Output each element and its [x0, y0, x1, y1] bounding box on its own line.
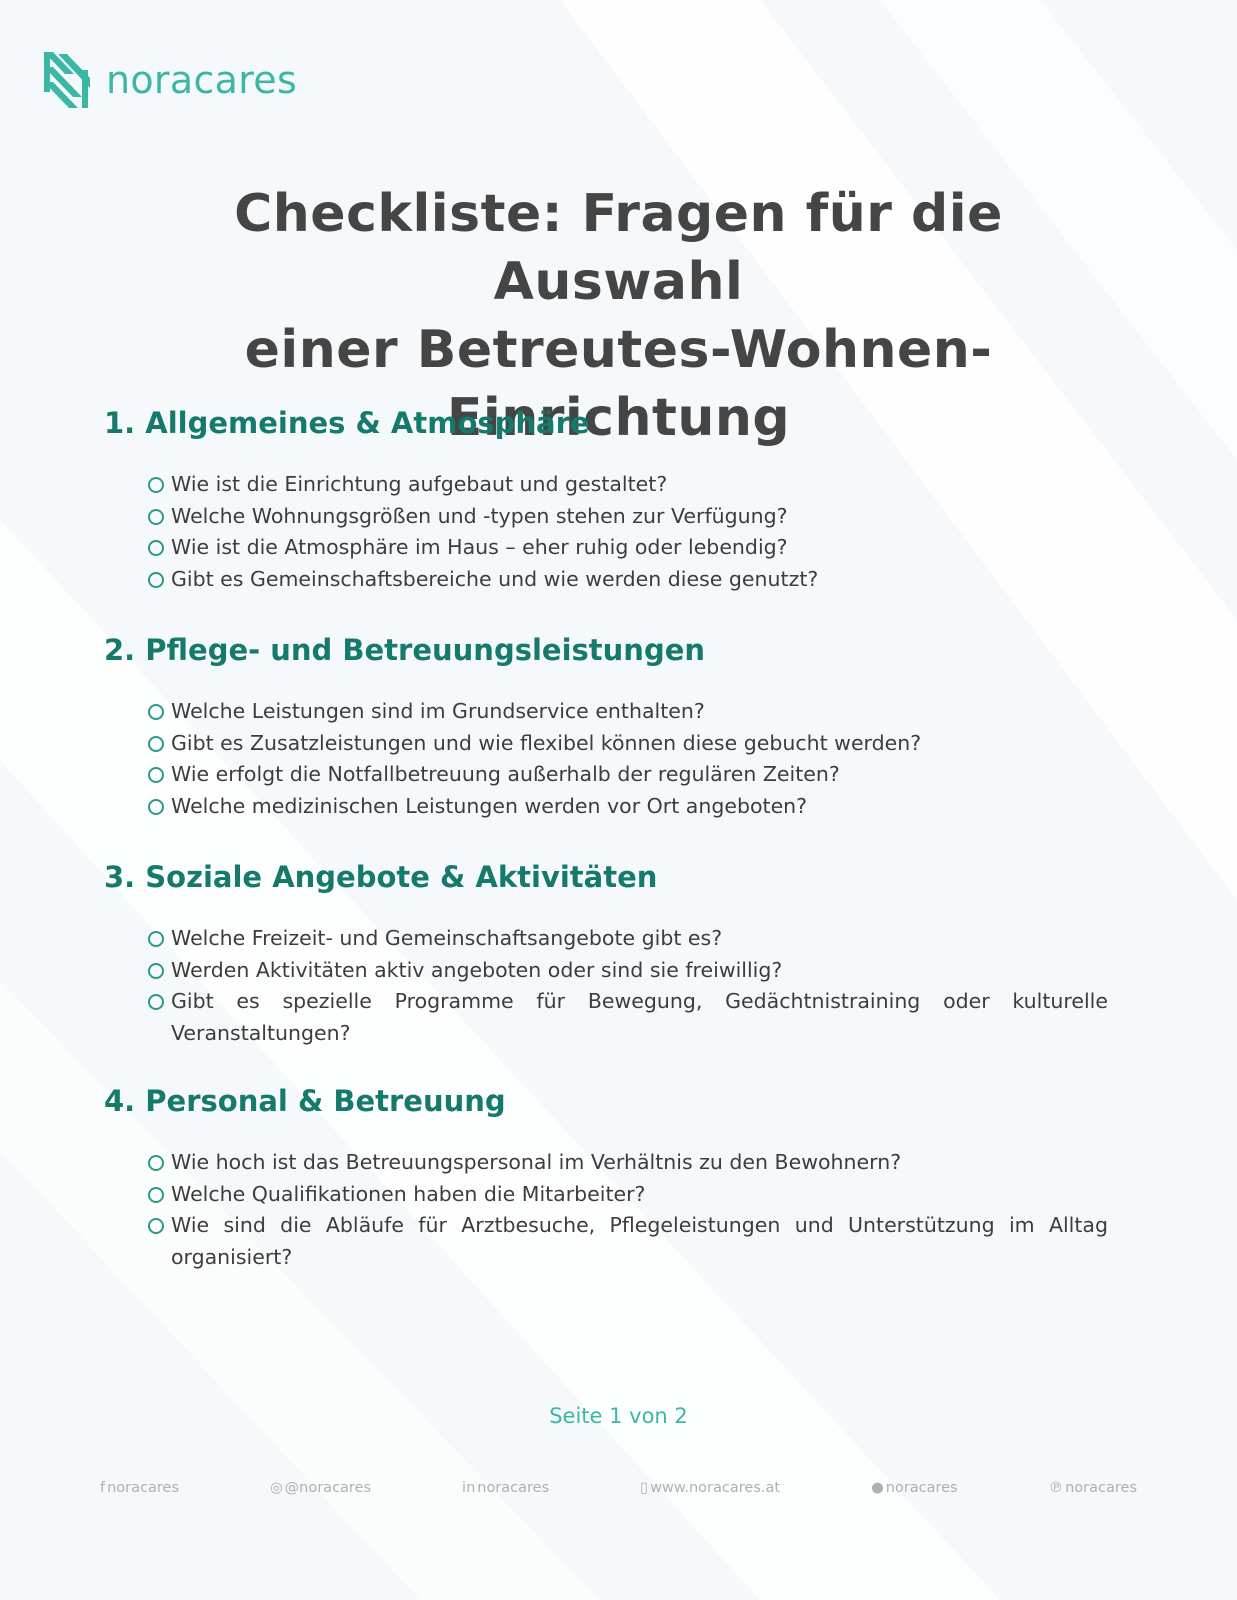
circle-bullet-icon	[148, 477, 164, 493]
checklist	[148, 696, 1108, 822]
footer-pinterest-link[interactable]	[1049, 1480, 1137, 1496]
checklist-item-text: Gibt es Zusatzleistungen und wie flexibel können diese gebucht werden?	[171, 730, 922, 755]
footer-facebook-link[interactable]	[100, 1480, 179, 1496]
checklist-item-text: Wie ist die Atmosphäre im Haus – eher ruhig oder lebendig?	[171, 535, 788, 559]
checklist-item-text: Wie hoch ist das Betreuungspersonal im Verhältnis zu den Bewohnern?	[171, 1150, 902, 1174]
checklist-item	[148, 469, 1108, 501]
circle-bullet-icon	[148, 540, 164, 556]
circle-bullet-icon	[148, 963, 164, 979]
checklist-item-text: Gibt es Gemeinschaftsbereiche und wie werden diese genutzt?	[171, 566, 819, 591]
checklist-item	[148, 791, 1108, 823]
section-allgemeines	[104, 405, 1134, 591]
footer-spotify-link[interactable]	[871, 1480, 958, 1496]
section-soziale-angebote	[104, 859, 1134, 1045]
footer-link-text: noracares	[477, 1480, 550, 1496]
footer-link-text: noracares	[107, 1480, 179, 1496]
pinterest-icon: ℗	[1048, 1480, 1064, 1496]
checklist-item	[148, 759, 1108, 791]
section-heading: 4. Personal & Betreuung	[104, 1084, 506, 1118]
spotify-icon: ●	[871, 1480, 884, 1496]
footer-link-text: www.noracares.at	[650, 1480, 781, 1496]
checklist-item-text: Welche Leistungen sind im Grundservice enthalten?	[171, 699, 705, 723]
circle-bullet-icon	[148, 994, 164, 1010]
section-personal	[104, 1083, 1134, 1269]
instagram-icon: ◎	[270, 1480, 283, 1496]
checklist-item	[148, 696, 1108, 728]
section-heading: 2. Pflege- und Betreuungsleistungen	[104, 633, 706, 667]
title-line-2: einer Betreutes-Wohnen-Einrichtung	[244, 320, 993, 448]
checklist-item	[148, 1179, 1108, 1211]
circle-bullet-icon	[148, 931, 164, 947]
footer-link-text: noracares	[885, 1480, 958, 1496]
footer-instagram-link[interactable]	[270, 1480, 371, 1496]
checklist-item	[148, 564, 1108, 596]
circle-bullet-icon	[148, 767, 164, 783]
circle-bullet-icon	[148, 799, 164, 815]
circle-bullet-icon	[148, 704, 164, 720]
title-line-1: Checkliste: Fragen für die Auswahl	[234, 184, 1003, 312]
checklist-item-text: Wie sind die Abläufe für Arztbesuche, Pflegeleistungen und Unterstützung im Alltag organisiert?	[171, 1213, 1108, 1269]
checklist-item-text: Wie erfolgt die Notfallbetreuung außerhalb der regulären Zeiten?	[171, 762, 840, 786]
checklist-item	[148, 532, 1108, 564]
page-number: Seite 1 von 2	[549, 1404, 688, 1428]
brand-name: noracares	[106, 58, 298, 102]
circle-bullet-icon	[148, 1218, 164, 1234]
footer-link-text: @noracares	[284, 1480, 372, 1496]
checklist-item	[148, 501, 1108, 533]
section-heading: 3. Soziale Angebote & Aktivitäten	[104, 860, 658, 894]
circle-bullet-icon	[148, 572, 164, 588]
section-pflege	[104, 632, 1134, 818]
checklist-item	[148, 923, 1108, 955]
checklist	[148, 1147, 1108, 1273]
checklist-item	[148, 728, 1108, 760]
checklist	[148, 923, 1108, 1049]
checklist-item-text: Gibt es spezielle Programme für Bewegung, Gedächtnistraining oder kulturelle Veranstaltungen?	[171, 989, 1108, 1045]
checklist-item-text: Welche Wohnungsgrößen und -typen stehen zur Verfügung?	[171, 503, 788, 528]
circle-bullet-icon	[148, 1187, 164, 1203]
checklist	[148, 469, 1108, 595]
checklist-item-text: Welche medizinischen Leistungen werden vor Ort angeboten?	[171, 793, 808, 818]
section-heading: 1. Allgemeines & Atmosphäre	[104, 406, 590, 440]
checklist-item-text: Werden Aktivitäten aktiv angeboten oder sind sie freiwillig?	[171, 957, 783, 982]
checklist-item	[148, 1210, 1108, 1273]
checklist-item	[148, 1147, 1108, 1179]
checklist-item	[148, 986, 1108, 1049]
checklist-item-text: Welche Qualifikationen haben die Mitarbeiter?	[171, 1181, 646, 1206]
footer-website-link[interactable]	[640, 1480, 780, 1496]
circle-bullet-icon	[148, 509, 164, 525]
checklist-item	[148, 955, 1108, 987]
footer-social-links	[100, 1480, 1137, 1496]
facebook-icon: f	[100, 1480, 106, 1496]
circle-bullet-icon	[148, 736, 164, 752]
footer-linkedin-link[interactable]	[462, 1480, 549, 1496]
linkedin-icon: in	[462, 1480, 476, 1496]
checklist-item-text: Wie ist die Einrichtung aufgebaut und gestaltet?	[171, 472, 668, 496]
circle-bullet-icon	[148, 1155, 164, 1171]
logo	[44, 52, 297, 108]
checklist-item-text: Welche Freizeit- und Gemeinschaftsangebote gibt es?	[171, 926, 723, 950]
footer-link-text: noracares	[1065, 1480, 1137, 1496]
website-icon: ▯	[640, 1480, 649, 1496]
noracares-logo-icon	[44, 52, 90, 108]
